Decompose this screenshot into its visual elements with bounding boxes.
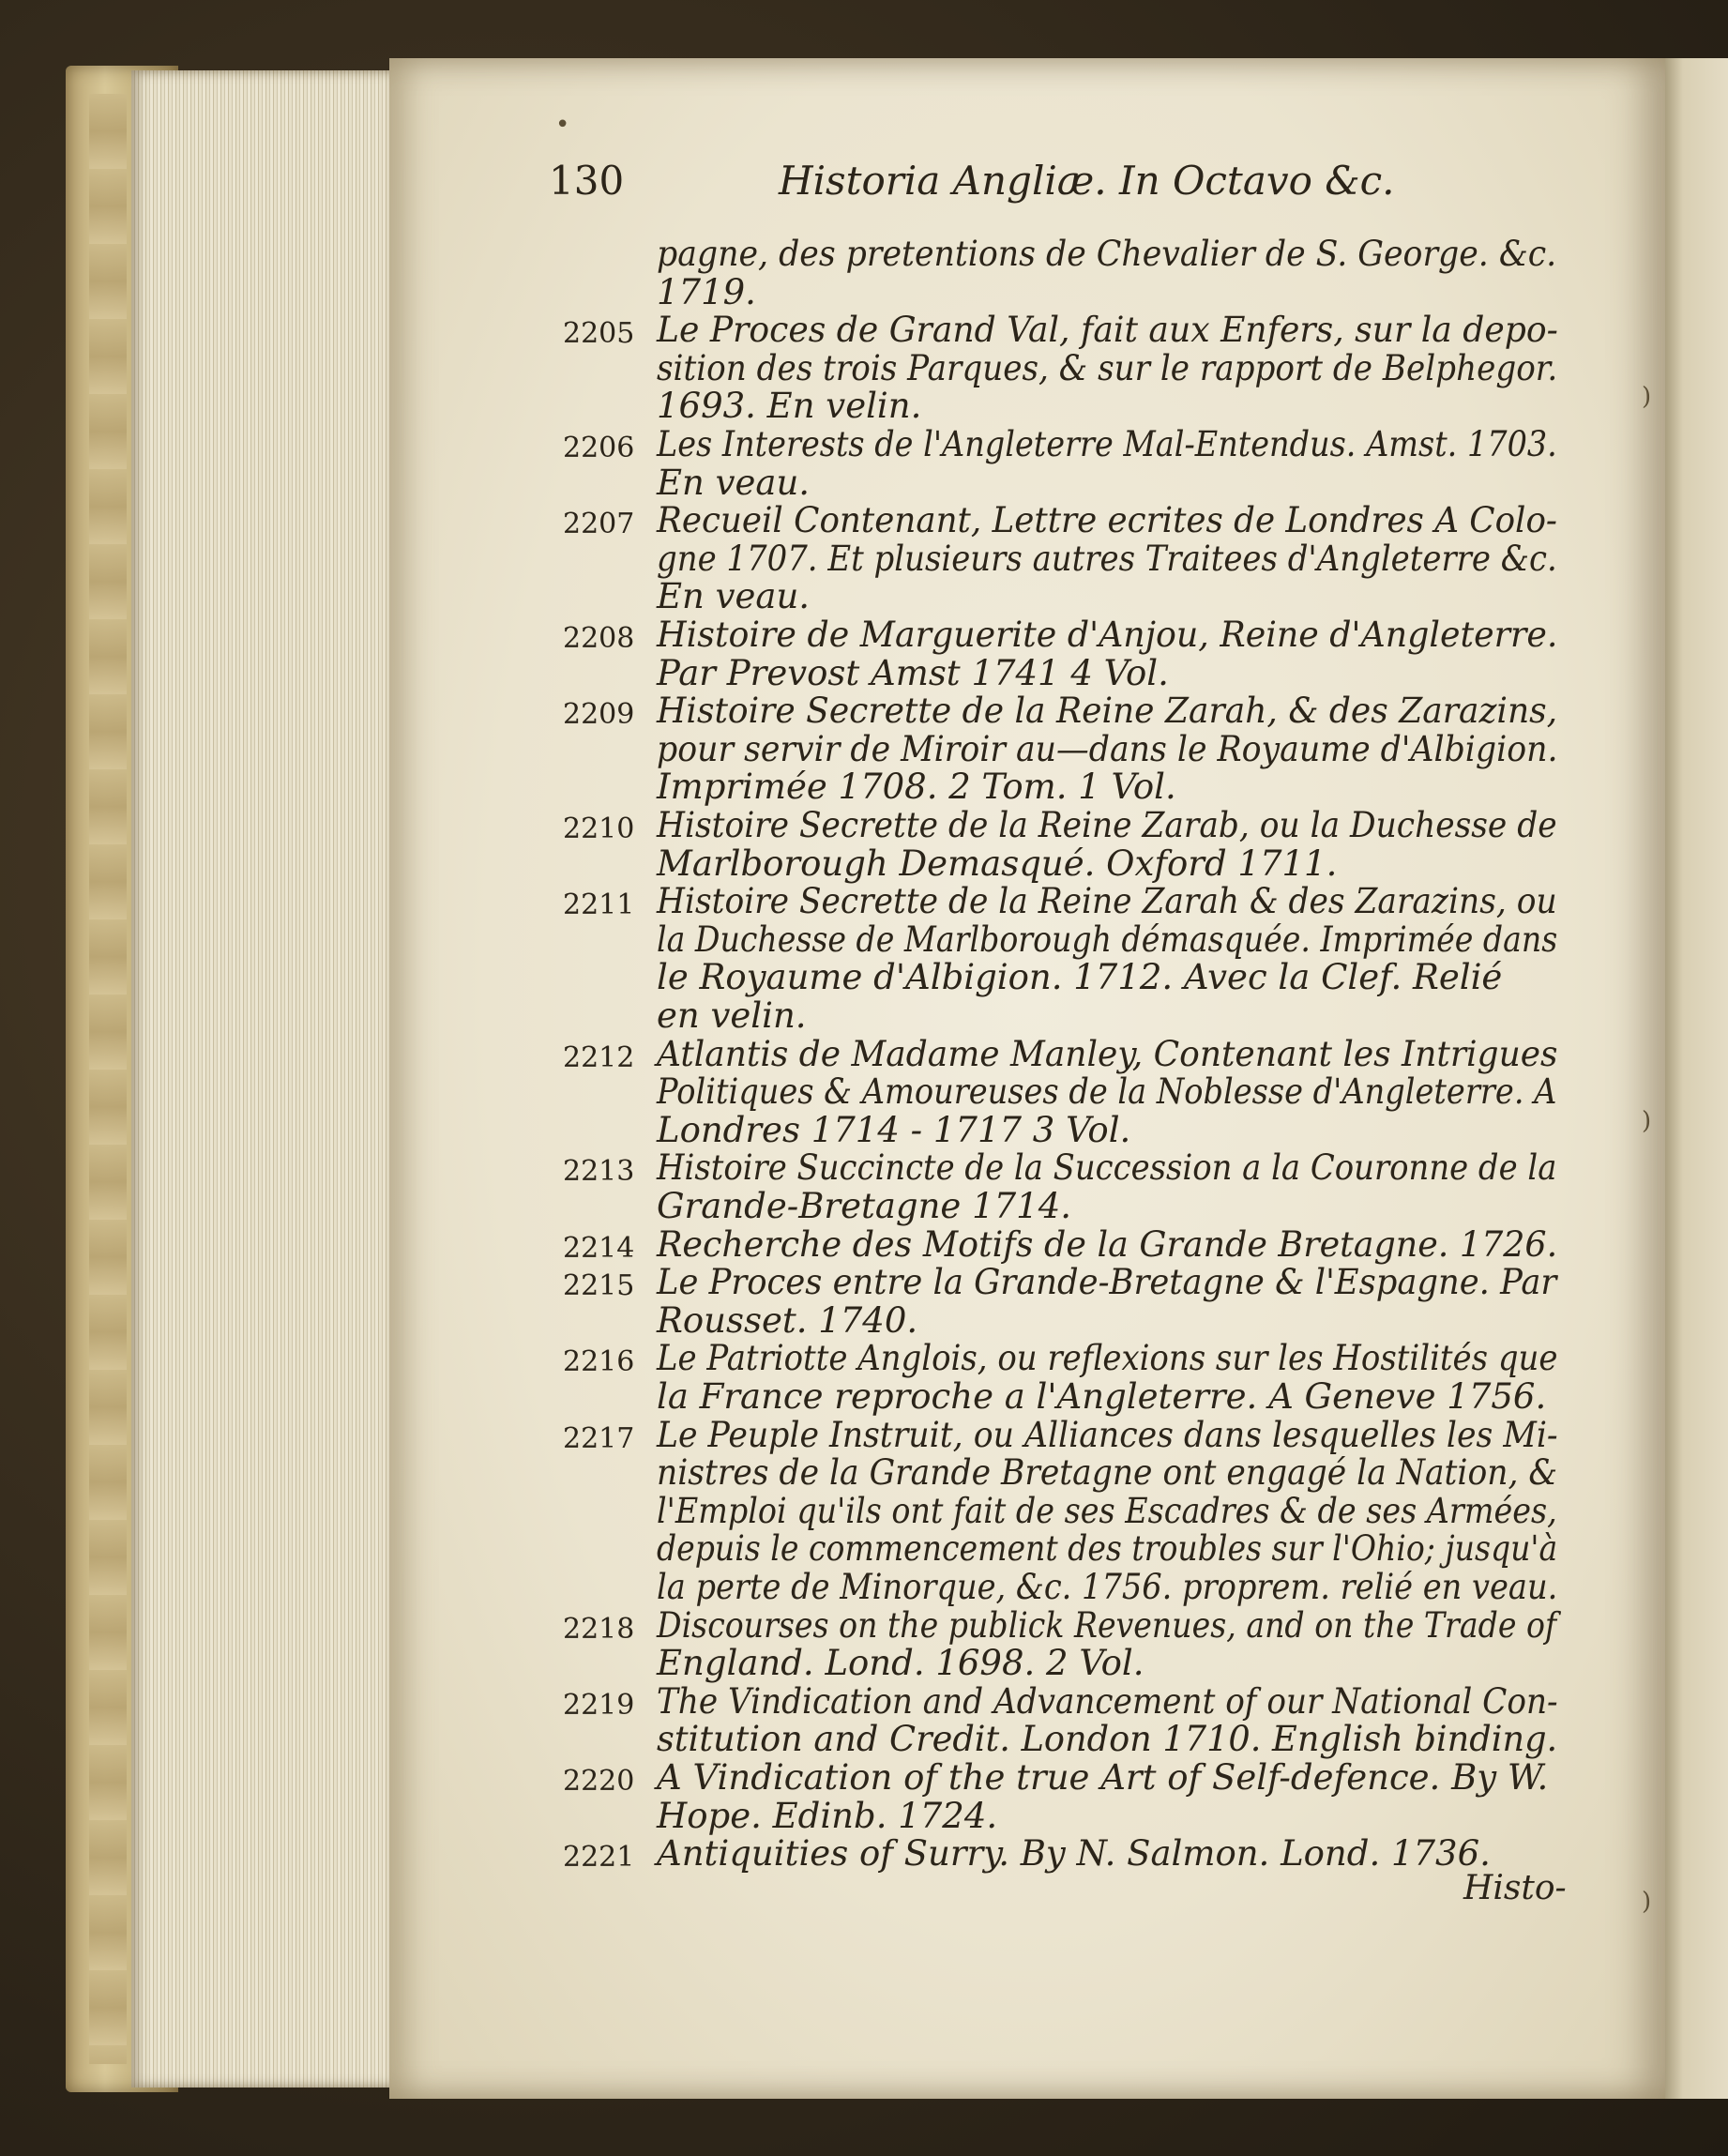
entry-line: Par Prevost Amst 1741 4 Vol. <box>657 652 1169 693</box>
entry-line: Le Proces entre la Grande-Bretagne & l'Espagne. Par <box>657 1262 1557 1303</box>
entry-line: sition des trois Parques, & sur le rapport de Belphegor. <box>657 347 1558 388</box>
entry-line: England. Lond. 1698. 2 Vol. <box>657 1643 1144 1684</box>
entry-number: 2221 <box>563 1841 635 1875</box>
entry-number: 2218 <box>563 1612 635 1646</box>
entry-number: 2213 <box>563 1155 635 1189</box>
catchword: Histo- <box>1463 1869 1567 1907</box>
entry-line: la France reproche a l'Angleterre. A Geneve 1756. <box>657 1376 1547 1417</box>
entry-number: 2206 <box>563 432 635 464</box>
entry-line: Histoire Secrette de la Reine Zarah & des Zarazins, ou <box>657 881 1557 922</box>
entry-line: Londres 1714 - 1717 3 Vol. <box>657 1109 1131 1150</box>
entry-line: 1693. En velin. <box>657 386 922 427</box>
entry-line: A Vindication of the true Art of Self-defence. By W. <box>657 1757 1549 1798</box>
page-number: 130 <box>549 158 625 204</box>
entry-line: Le Patriotte Anglois, ou reflexions sur les Hostilités que <box>657 1338 1558 1379</box>
entry-line: Recueil Contenant, Lettre ecrites de Londres A Colo- <box>657 500 1557 541</box>
entry-line: le Royaume d'Albigion. 1712. Avec la Clef. Relié <box>657 957 1503 998</box>
margin-mark: ) <box>1642 1107 1652 1135</box>
entry-line: la perte de Minorque, &c. 1756. proprem. relié en veau. <box>657 1567 1558 1607</box>
entry-line: En veau. <box>657 576 811 617</box>
entry-number: 2215 <box>563 1269 635 1303</box>
entry-line: Discourses on the publick Revenues, and on the Trade of <box>657 1604 1557 1646</box>
entry-number: 2214 <box>563 1231 635 1265</box>
entry-line: Les Interests de l'Angleterre Mal-Entendus. Amst. 1703. <box>657 424 1557 464</box>
entry-line: Imprimée 1708. 2 Tom. 1 Vol. <box>657 767 1176 808</box>
entry-line: stitution and Credit. London 1710. English binding. <box>657 1719 1558 1760</box>
margin-mark: ) <box>1642 383 1652 411</box>
entry-number: 2210 <box>563 812 635 845</box>
entry-line: Atlantis de Madame Manley, Contenant les Intrigues <box>657 1033 1558 1074</box>
margin-mark: ) <box>1642 1888 1652 1916</box>
entry-line: pagne, des pretentions de Chevalier de S. George. &c. <box>657 234 1557 274</box>
entry-line: The Vindication and Advancement of our National Con- <box>657 1680 1558 1722</box>
entry-line: Recherche des Motifs de la Grande Bretagne. 1726. <box>657 1223 1558 1265</box>
entry-line: Grande-Bretagne 1714. <box>657 1186 1072 1226</box>
entry-line: Le Peuple Instruit, ou Alliances dans lesquelles les Mi- <box>657 1414 1558 1455</box>
entry-line: Rousset. 1740. <box>657 1299 918 1341</box>
entry-line: Marlborough Demasqué. Oxford 1711. <box>657 843 1338 884</box>
book-cover-edge <box>89 94 127 2064</box>
page-block-edges <box>131 70 403 2088</box>
entry-line: la Duchesse de Marlborough démasquée. Imprimée dans <box>657 919 1558 960</box>
entry-line: Antiquities of Surry. By N. Salmon. Lond. 1736. <box>657 1833 1491 1875</box>
entry-line: Le Proces de Grand Val, fait aux Enfers, sur la depo- <box>657 310 1558 351</box>
entry-line: nistres de la Grande Bretagne ont engagé la Nation, & <box>657 1452 1558 1494</box>
entry-line: l'Emploi qu'ils ont fait de ses Escadres & de ses Armées, <box>657 1490 1557 1531</box>
facing-page <box>1660 58 1728 2099</box>
entry-line: Histoire de Marguerite d'Anjou, Reine d'Angleterre. <box>657 615 1558 655</box>
entry-number: 2209 <box>563 698 635 732</box>
entry-line: 1719. <box>657 271 756 312</box>
entry-number: 2217 <box>563 1421 635 1455</box>
entry-line: depuis le commencement des troubles sur l'Ohio; jusqu'à <box>657 1528 1558 1570</box>
entry-number: 2205 <box>563 317 635 351</box>
ink-mark: • <box>555 111 570 139</box>
entry-number: 2207 <box>563 508 635 541</box>
entry-line: pour servir de Miroir au—dans le Royaume d'Albigion. <box>657 728 1558 769</box>
entry-line: gne 1707. Et plusieurs autres Traitees d'Angleterre &c. <box>657 538 1557 579</box>
entry-line: Histoire Secrette de la Reine Zarab, ou la Duchesse de <box>657 805 1557 845</box>
entry-number: 2208 <box>563 622 635 655</box>
entry-line: Politiques & Amoureuses de la Noblesse d'Angleterre. A <box>657 1071 1557 1113</box>
entry-number: 2219 <box>563 1688 635 1722</box>
entry-number: 2212 <box>563 1040 635 1074</box>
entry-number: 2216 <box>563 1345 635 1379</box>
entry-line: en velin. <box>657 995 807 1036</box>
running-title: Historia Angliæ. In Octavo &c. <box>779 158 1395 204</box>
entry-line: Hope. Edinb. 1724. <box>657 1795 998 1836</box>
entry-line: En veau. <box>657 462 811 503</box>
entry-number: 2211 <box>563 888 635 922</box>
entry-number: 2220 <box>563 1765 635 1798</box>
entry-line: Histoire Secrette de la Reine Zarah, & des Zarazins, <box>657 691 1558 732</box>
entry-line: Histoire Succincte de la Succession a la Couronne de la <box>657 1147 1557 1189</box>
